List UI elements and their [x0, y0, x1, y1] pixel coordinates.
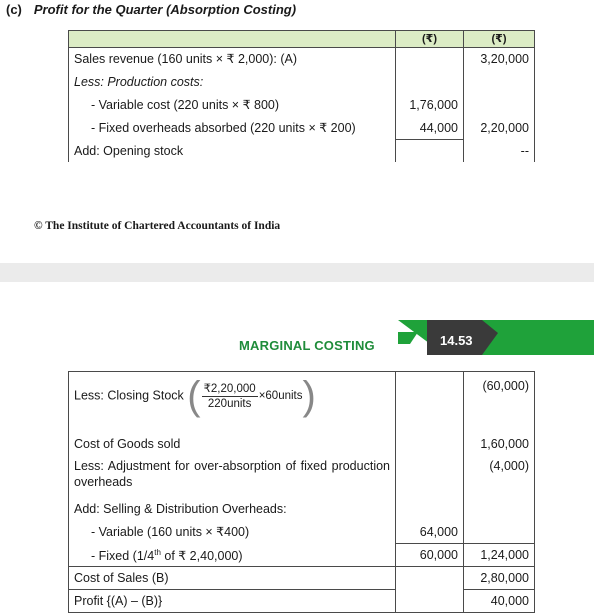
total-cell: 1,24,000	[464, 544, 535, 567]
total-cell: 40,000	[464, 590, 535, 613]
page-number: 14.53	[440, 333, 473, 348]
row-label: Less: Adjustment for over-absorption of fixed production overheads	[69, 456, 396, 498]
row-label: - Fixed overheads absorbed (220 units × ₹ 200)	[69, 117, 396, 140]
fraction-numerator: ₹2,20,000	[203, 382, 256, 395]
table-row	[69, 521, 535, 544]
spacer	[69, 421, 396, 433]
spacer-row	[69, 421, 535, 433]
right-paren: )	[302, 374, 316, 419]
absorption-costing-table-continued	[68, 371, 535, 613]
ordinal-superscript: th	[154, 548, 161, 558]
page-gap	[0, 263, 594, 282]
table-row	[69, 544, 535, 567]
row-label: Sales revenue (160 units × ₹ 2,000): (A)	[69, 48, 396, 71]
fraction-denominator: 220units	[207, 397, 252, 410]
total-cell: 2,20,000	[464, 117, 535, 140]
closing-stock-label	[69, 372, 396, 421]
amount-cell	[396, 48, 464, 71]
section-heading	[6, 2, 296, 17]
total-cell: --	[464, 140, 535, 162]
row-label: Add: Selling & Distribution Overheads:	[69, 498, 396, 521]
total-cell: 1,60,000	[464, 433, 535, 456]
table-row	[69, 94, 535, 117]
left-paren: (	[187, 374, 201, 419]
amount-cell: 64,000	[396, 521, 464, 544]
row-label: Cost of Sales (B)	[69, 567, 396, 590]
table-row	[69, 498, 535, 521]
column-header-rupees: (₹)	[396, 31, 464, 48]
absorption-costing-table	[68, 30, 535, 162]
total-cell	[464, 71, 535, 94]
closing-stock-formula	[187, 374, 316, 419]
table-row	[69, 456, 535, 498]
table-row	[69, 372, 535, 421]
amount-cell	[396, 372, 464, 421]
total-cell	[464, 94, 535, 117]
total-cell: (4,000)	[464, 456, 535, 498]
row-label: Less: Closing Stock	[74, 388, 184, 403]
row-label-part: of ₹ 2,40,000)	[160, 549, 243, 564]
row-label: Add: Opening stock	[69, 140, 396, 162]
section-title: Profit for the Quarter (Absorption Costing)	[33, 2, 297, 17]
spacer	[396, 421, 464, 433]
row-label	[69, 544, 396, 567]
total-cell	[464, 521, 535, 544]
spacer	[464, 421, 535, 433]
amount-cell	[396, 456, 464, 498]
column-header-rupees: (₹)	[464, 31, 535, 48]
amount-cell: 60,000	[396, 544, 464, 567]
total-cell: 2,80,000	[464, 567, 535, 590]
row-label: Less: Production costs:	[69, 71, 396, 94]
green-left-tick	[398, 332, 418, 344]
table-row	[69, 117, 535, 140]
row-label: - Variable cost (220 units × ₹ 800)	[69, 94, 396, 117]
section-label: (c)	[6, 2, 22, 17]
total-cell: 3,20,000	[464, 48, 535, 71]
table-row	[69, 48, 535, 71]
amount-cell	[396, 498, 464, 521]
row-label: Cost of Goods sold	[69, 433, 396, 456]
row-label-part: - Fixed (1/4	[91, 549, 155, 564]
table-row	[69, 140, 535, 162]
amount-cell	[396, 433, 464, 456]
row-label: Profit {(A) – (B)}	[69, 590, 396, 613]
amount-cell: 1,76,000	[396, 94, 464, 117]
table-row	[69, 567, 535, 590]
header-blank	[69, 31, 396, 48]
amount-cell	[396, 140, 464, 162]
amount-cell	[396, 71, 464, 94]
amount-cell: 44,000	[396, 117, 464, 140]
table-row	[69, 433, 535, 456]
table-row	[69, 71, 535, 94]
fraction	[202, 382, 258, 411]
amount-cell	[396, 590, 464, 613]
fraction-multiplier: ×60units	[258, 390, 303, 403]
table-row	[69, 590, 535, 613]
total-cell: (60,000)	[464, 372, 535, 421]
copyright-footer: © The Institute of Chartered Accountants of India	[34, 220, 281, 232]
row-label: - Variable (160 units × ₹400)	[69, 521, 396, 544]
table-header-row	[69, 31, 535, 48]
amount-cell	[396, 567, 464, 590]
chapter-title: MARGINAL COSTING	[239, 338, 375, 353]
total-cell	[464, 498, 535, 521]
